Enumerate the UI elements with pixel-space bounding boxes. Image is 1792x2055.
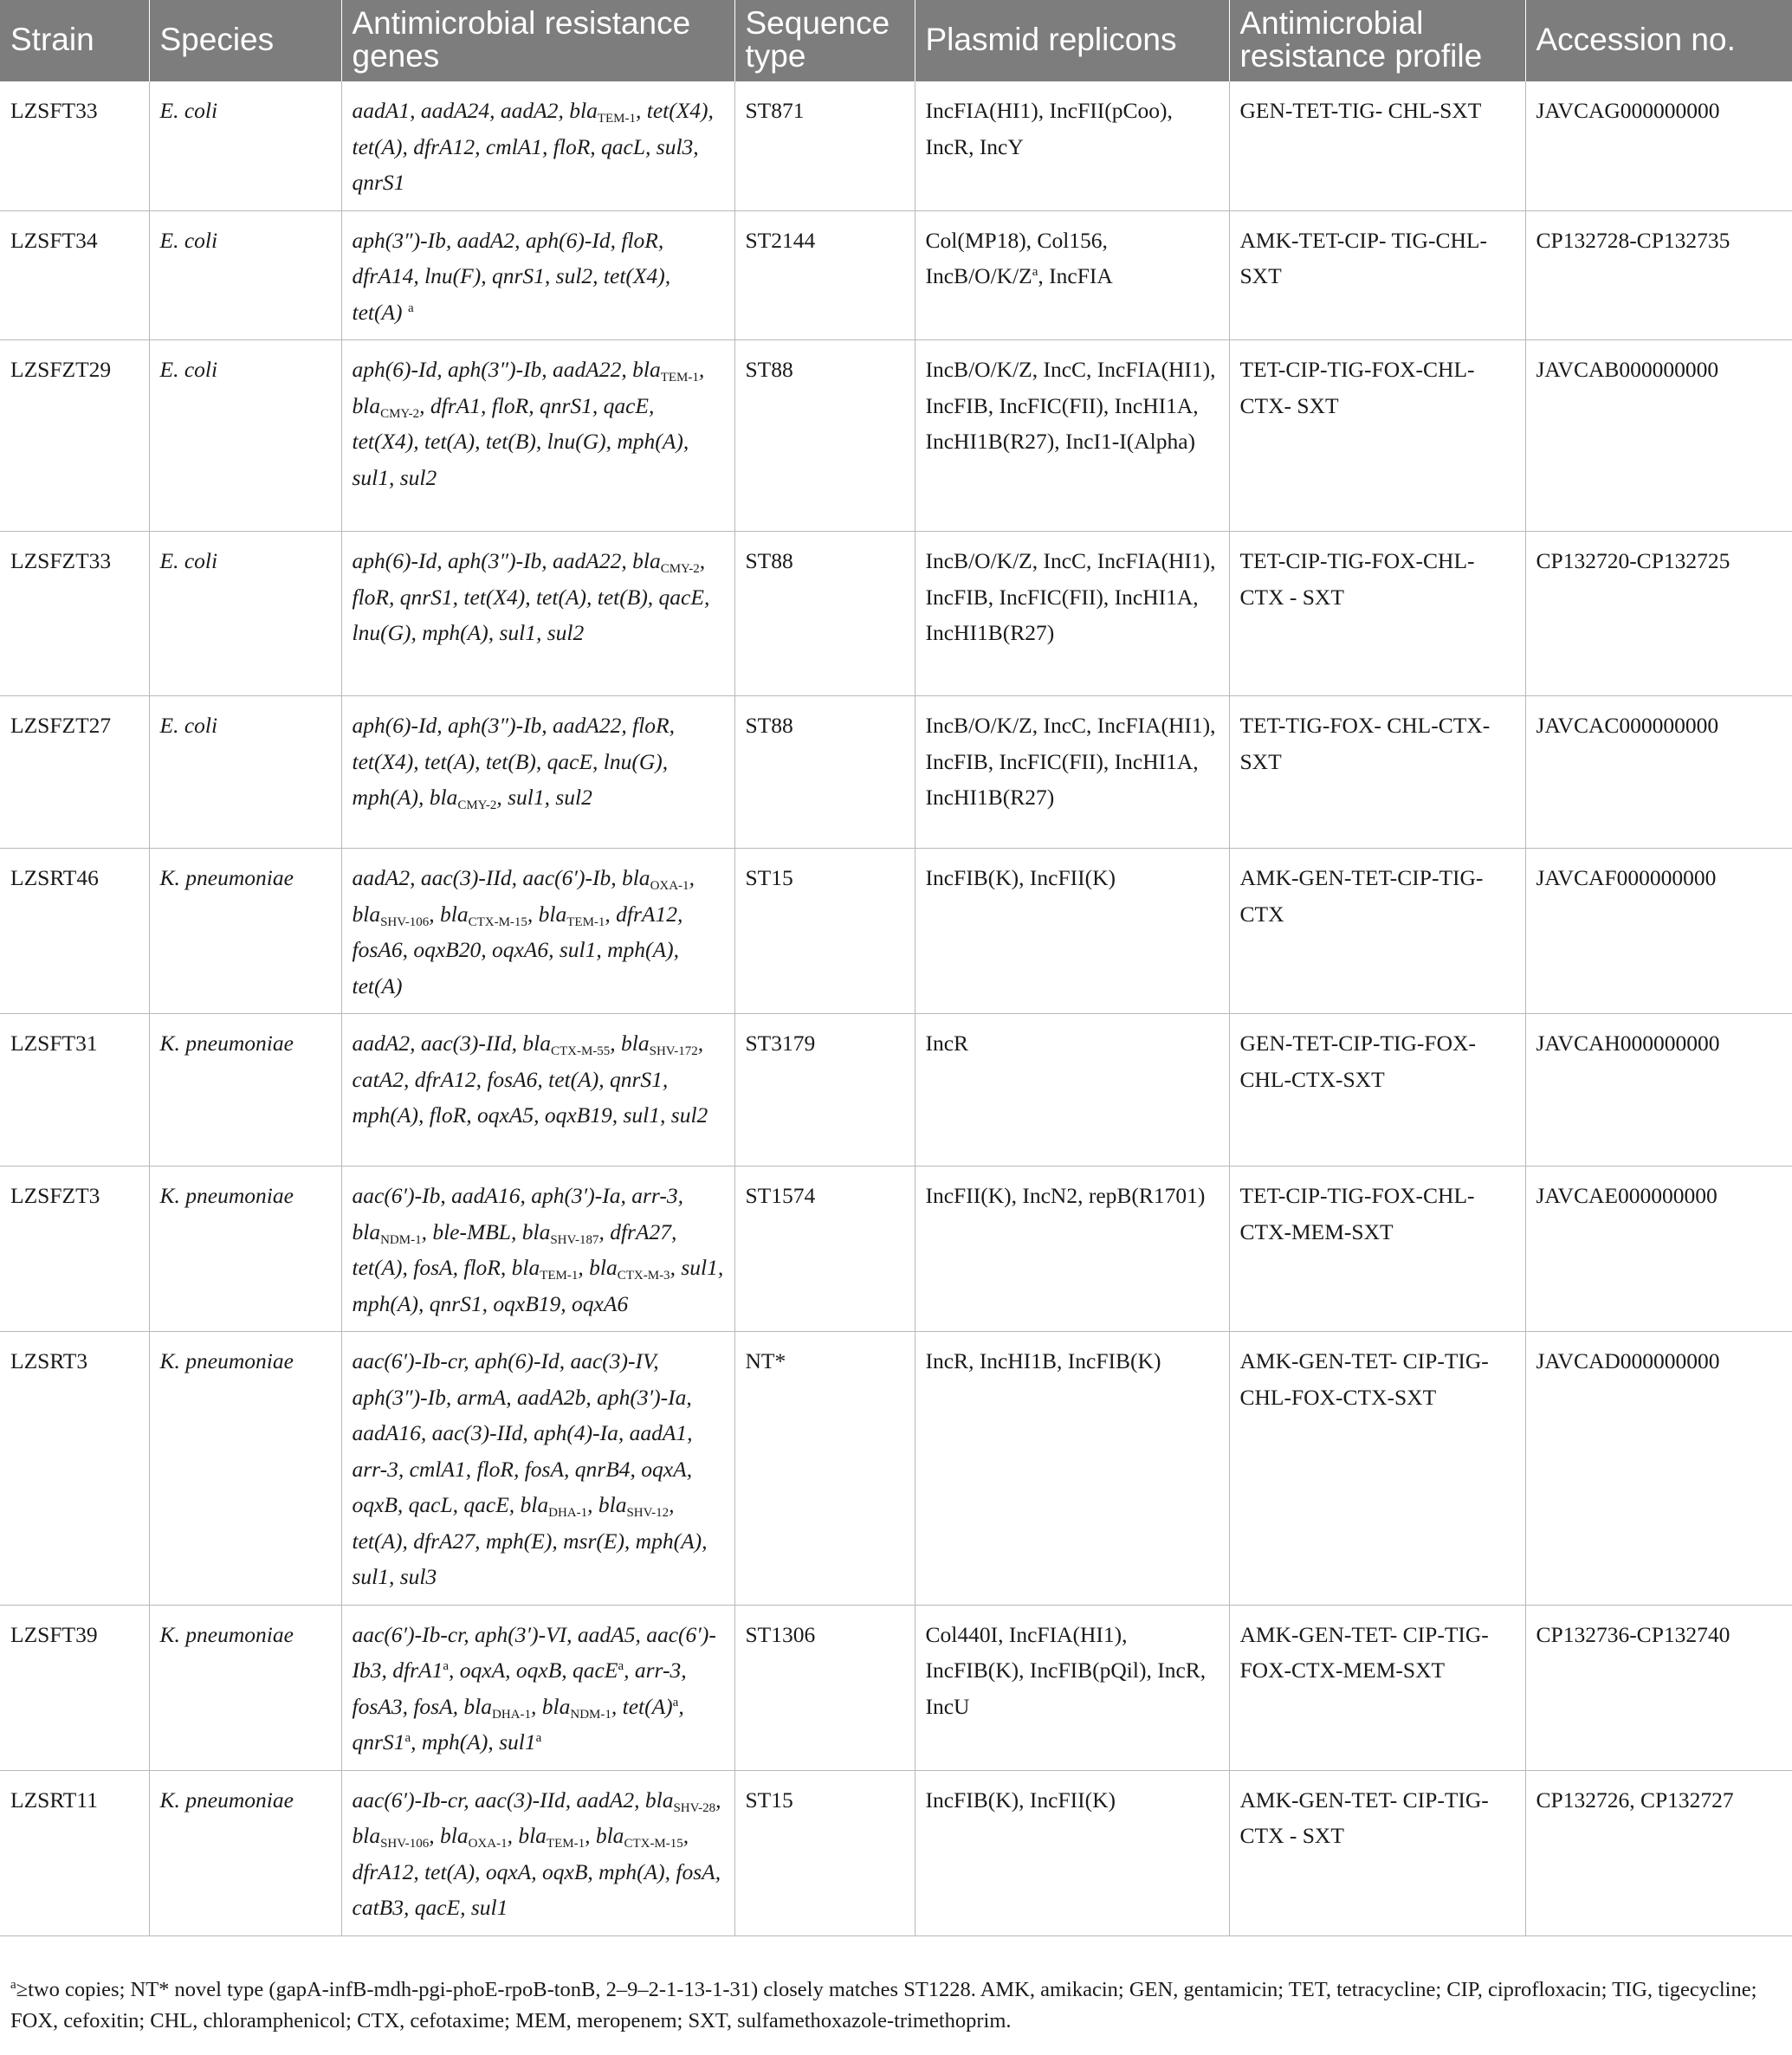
genes-cell: aph(6)-Id, aph(3″)-Ib, aadA22, floR, tet(X4), tet(A), tet(B), qacE, lnu(G), mph(A), bla$_{CMY-2}$, sul1, sul2 [341, 696, 734, 849]
profile-cell: GEN-TET-TIG- CHL-SXT [1229, 81, 1525, 210]
header-plasmids: Plasmid replicons [915, 0, 1229, 81]
strain-cell: LZSRT11 [0, 1770, 149, 1935]
sequence-type-cell: NT* [734, 1332, 915, 1606]
sequence-type-cell: ST2144 [734, 210, 915, 340]
strain-cell: LZSFZT27 [0, 696, 149, 849]
table-row [0, 340, 1792, 532]
accession-cell: CP132726, CP132727 [1525, 1770, 1792, 1935]
genes-cell: aph(6)-Id, aph(3″)-Ib, aadA22, bla$_{TEM-1}$, bla$_{CMY-2}$, dfrA1, floR, qnrS1, qacE, tet(X4), tet(A), tet(B), lnu(G), mph(A), sul1, sul2 [341, 340, 734, 532]
strain-cell: LZSFZT29 [0, 340, 149, 532]
species-cell: K. pneumoniae [149, 1605, 341, 1770]
strain-cell: LZSFZT3 [0, 1166, 149, 1332]
strain-cell: LZSFT33 [0, 81, 149, 210]
species-cell: K. pneumoniae [149, 1166, 341, 1332]
plasmids-cell: IncB/O/K/Z, IncC, IncFIA(HI1), IncFIB, IncFIC(FII), IncHI1A, IncHI1B(R27), IncI1-I(Alpha) [915, 340, 1229, 532]
header-accession: Accession no. [1525, 0, 1792, 81]
accession-cell: JAVCAD000000000 [1525, 1332, 1792, 1606]
header-profile: Antimicrobial resistance profile [1229, 0, 1525, 81]
accession-cell: CP132720-CP132725 [1525, 532, 1792, 696]
species-cell: E. coli [149, 696, 341, 849]
plasmids-cell: IncFII(K), IncN2, repB(R1701) [915, 1166, 1229, 1332]
profile-cell: TET-CIP-TIG-FOX-CHL-CTX- SXT [1229, 340, 1525, 532]
strain-cell: LZSRT3 [0, 1332, 149, 1606]
sequence-type-cell: ST15 [734, 849, 915, 1014]
profile-cell: AMK-GEN-TET- CIP-TIG-FOX-CTX-MEM-SXT [1229, 1605, 1525, 1770]
species-cell: E. coli [149, 340, 341, 532]
profile-cell: TET-CIP-TIG-FOX-CHL-CTX-MEM-SXT [1229, 1166, 1525, 1332]
profile-cell: AMK-GEN-TET- CIP-TIG-CHL-FOX-CTX-SXT [1229, 1332, 1525, 1606]
species-cell: K. pneumoniae [149, 1770, 341, 1935]
table-row [0, 1770, 1792, 1935]
species-cell: K. pneumoniae [149, 1332, 341, 1606]
header-strain: Strain [0, 0, 149, 81]
header-sequence-type: Sequence type [734, 0, 915, 81]
species-cell: E. coli [149, 532, 341, 696]
sequence-type-cell: ST1306 [734, 1605, 915, 1770]
accession-cell: JAVCAE000000000 [1525, 1166, 1792, 1332]
header-row [0, 0, 1792, 81]
species-cell: E. coli [149, 81, 341, 210]
sequence-type-cell: ST15 [734, 1770, 915, 1935]
accession-cell: JAVCAF000000000 [1525, 849, 1792, 1014]
strain-cell: LZSFT39 [0, 1605, 149, 1770]
profile-cell: TET-TIG-FOX- CHL-CTX-SXT [1229, 696, 1525, 849]
plasmids-cell: IncFIA(HI1), IncFII(pCoo), IncR, IncY [915, 81, 1229, 210]
plasmids-cell: Col(MP18), Col156, IncB/$O/K/Z^a$, IncFIA [915, 210, 1229, 340]
table-row [0, 532, 1792, 696]
strain-cell: LZSFT34 [0, 210, 149, 340]
accession-cell: JAVCAC000000000 [1525, 696, 1792, 849]
genes-cell: aph(6)-Id, aph(3″)-Ib, aadA22, bla$_{CMY-2}$, floR, qnrS1, tet(X4), tet(A), tet(B), qacE, lnu(G), mph(A), sul1, sul2 [341, 532, 734, 696]
accession-cell: JAVCAB000000000 [1525, 340, 1792, 532]
profile-cell: GEN-TET-CIP-TIG-FOX-CHL-CTX-SXT [1229, 1014, 1525, 1166]
genes-cell: aadA2, aac(3)-IId, bla$_{CTX-M-55}$, bla$_{SHV-172}$, catA2, dfrA12, fosA6, tet(A), qnrS1, mph(A), floR, oqxA5, oqxB19, sul1, sul2 [341, 1014, 734, 1166]
accession-cell: JAVCAG000000000 [1525, 81, 1792, 210]
profile-cell: AMK-GEN-TET- CIP-TIG-CTX - SXT [1229, 1770, 1525, 1935]
sequence-type-cell: ST88 [734, 696, 915, 849]
accession-cell: JAVCAH000000000 [1525, 1014, 1792, 1166]
strain-cell: LZSRT46 [0, 849, 149, 1014]
plasmids-cell: IncFIB(K), IncFII(K) [915, 1770, 1229, 1935]
sequence-type-cell: ST88 [734, 340, 915, 532]
profile-cell: AMK-GEN-TET-CIP-TIG-CTX [1229, 849, 1525, 1014]
table-row [0, 210, 1792, 340]
header-species: Species [149, 0, 341, 81]
plasmids-cell: Col440I, IncFIA(HI1), IncFIB(K), IncFIB(pQil), IncR, IncU [915, 1605, 1229, 1770]
table-row [0, 696, 1792, 849]
table-body [0, 81, 1792, 1935]
sequence-type-cell: ST3179 [734, 1014, 915, 1166]
sequence-type-cell: ST871 [734, 81, 915, 210]
genes-cell: aac(6′)-Ib-cr, aac(3)-IId, aadA2, bla$_{SHV-28}$, bla$_{SHV-106}$, bla$_{OXA-1}$, bla$_{TEM-1}$, bla$_{CTX-M-15}$, dfrA12, tet(A), oqxA, oqxB, mph(A), fosA, catB3, qacE, sul1 [341, 1770, 734, 1935]
accession-cell: CP132736-CP132740 [1525, 1605, 1792, 1770]
header-genes: Antimicrobial resistance genes [341, 0, 734, 81]
genes-cell: aac(6′)-Ib, aadA16, aph(3′)-Ia, arr-3, bla$_{NDM-1}$, ble-MBL, bla$_{SHV-187}$, dfrA27, tet(A), fosA, floR, bla$_{TEM-1}$, bla$_{CTX-M-3}$, sul1, mph(A), qnrS1, oqxB19, oqxA6 [341, 1166, 734, 1332]
table-row [0, 1332, 1792, 1606]
plasmids-cell: IncR [915, 1014, 1229, 1166]
genes-cell: aadA2, aac(3)-IId, aac(6′)-Ib, bla$_{OXA-1}$, bla$_{SHV-106}$, bla$_{CTX-M-15}$, bla$_{TEM-1}$, dfrA12, fosA6, oqxB20, oqxA6, sul1, mph(A), tet(A) [341, 849, 734, 1014]
strain-cell: LZSFT31 [0, 1014, 149, 1166]
species-cell: K. pneumoniae [149, 1014, 341, 1166]
genes-cell: aph(3″)-Ib, aadA2, aph(6)-Id, floR, dfrA14, lnu(F), qnrS1, sul2, tet(X4), tet(A) $^a$ [341, 210, 734, 340]
plasmids-cell: IncR, IncHI1B, IncFIB(K) [915, 1332, 1229, 1606]
species-cell: K. pneumoniae [149, 849, 341, 1014]
table-row [0, 1014, 1792, 1166]
sequence-type-cell: ST88 [734, 532, 915, 696]
plasmids-cell: IncB/O/K/Z, IncC, IncFIA(HI1), IncFIB, IncFIC(FII), IncHI1A, IncHI1B(R27) [915, 696, 1229, 849]
plasmids-cell: IncB/O/K/Z, IncC, IncFIA(HI1), IncFIB, IncFIC(FII), IncHI1A, IncHI1B(R27) [915, 532, 1229, 696]
table-row [0, 1166, 1792, 1332]
table-row [0, 1605, 1792, 1770]
accession-cell: CP132728-CP132735 [1525, 210, 1792, 340]
genes-cell: aac(6′)-Ib-cr, aph(6)-Id, aac(3)-IV, aph(3″)-Ib, armA, aadA2b, aph(3′)-Ia, aadA16, aac(3)-IId, aph(4)-Ia, aadA1, arr-3, cmlA1, floR, fosA, qnrB4, oqxA, oqxB, qacL, qacE, bla$_{DHA-1}$, bla$_{SHV-12}$, tet(A), dfrA27, mph(E), msr(E), mph(A), sul1, sul3 [341, 1332, 734, 1606]
species-cell: E. coli [149, 210, 341, 340]
strain-cell: LZSFZT33 [0, 532, 149, 696]
genes-cell: aac(6′)-Ib-cr, aph(3′)-VI, aadA5, aac(6′)-Ib3, dfrA1$^a$, oqxA, oqxB, qacE$^a$, arr-3, fosA3, fosA, bla$_{DHA-1}$, bla$_{NDM-1}$, $tet(A)^a$, qnrS1$^a$, mph(A), sul1$^a$ [341, 1605, 734, 1770]
table-footnote: $^a$≥two copies; NT* novel type (gapA-infB-mdh-pgi-phoE-rpoB-tonB, 2–9–2-1-13-1-31) closely matches ST1228. AMK, amikacin; GEN, gentamicin; TET, tetracycline; CIP, ciprofloxacin; TIG, tigecycline; FOX, cefoxitin; CHL, chloramphenicol; CTX, cefotaxime; MEM, meropenem; SXT, sulfamethoxazole-trimethoprim. [10, 1978, 1757, 2032]
sequence-type-cell: ST1574 [734, 1166, 915, 1332]
plasmids-cell: IncFIB(K), IncFII(K) [915, 849, 1229, 1014]
table-row [0, 81, 1792, 210]
genes-cell: aadA1, aadA24, aadA2, bla$_{TEM-1}$, tet(X4), tet(A), dfrA12, cmlA1, floR, qacL, sul3, qnrS1 [341, 81, 734, 210]
table-row [0, 849, 1792, 1014]
profile-cell: AMK-TET-CIP- TIG-CHL-SXT [1229, 210, 1525, 340]
profile-cell: TET-CIP-TIG-FOX-CHL-CTX - SXT [1229, 532, 1525, 696]
